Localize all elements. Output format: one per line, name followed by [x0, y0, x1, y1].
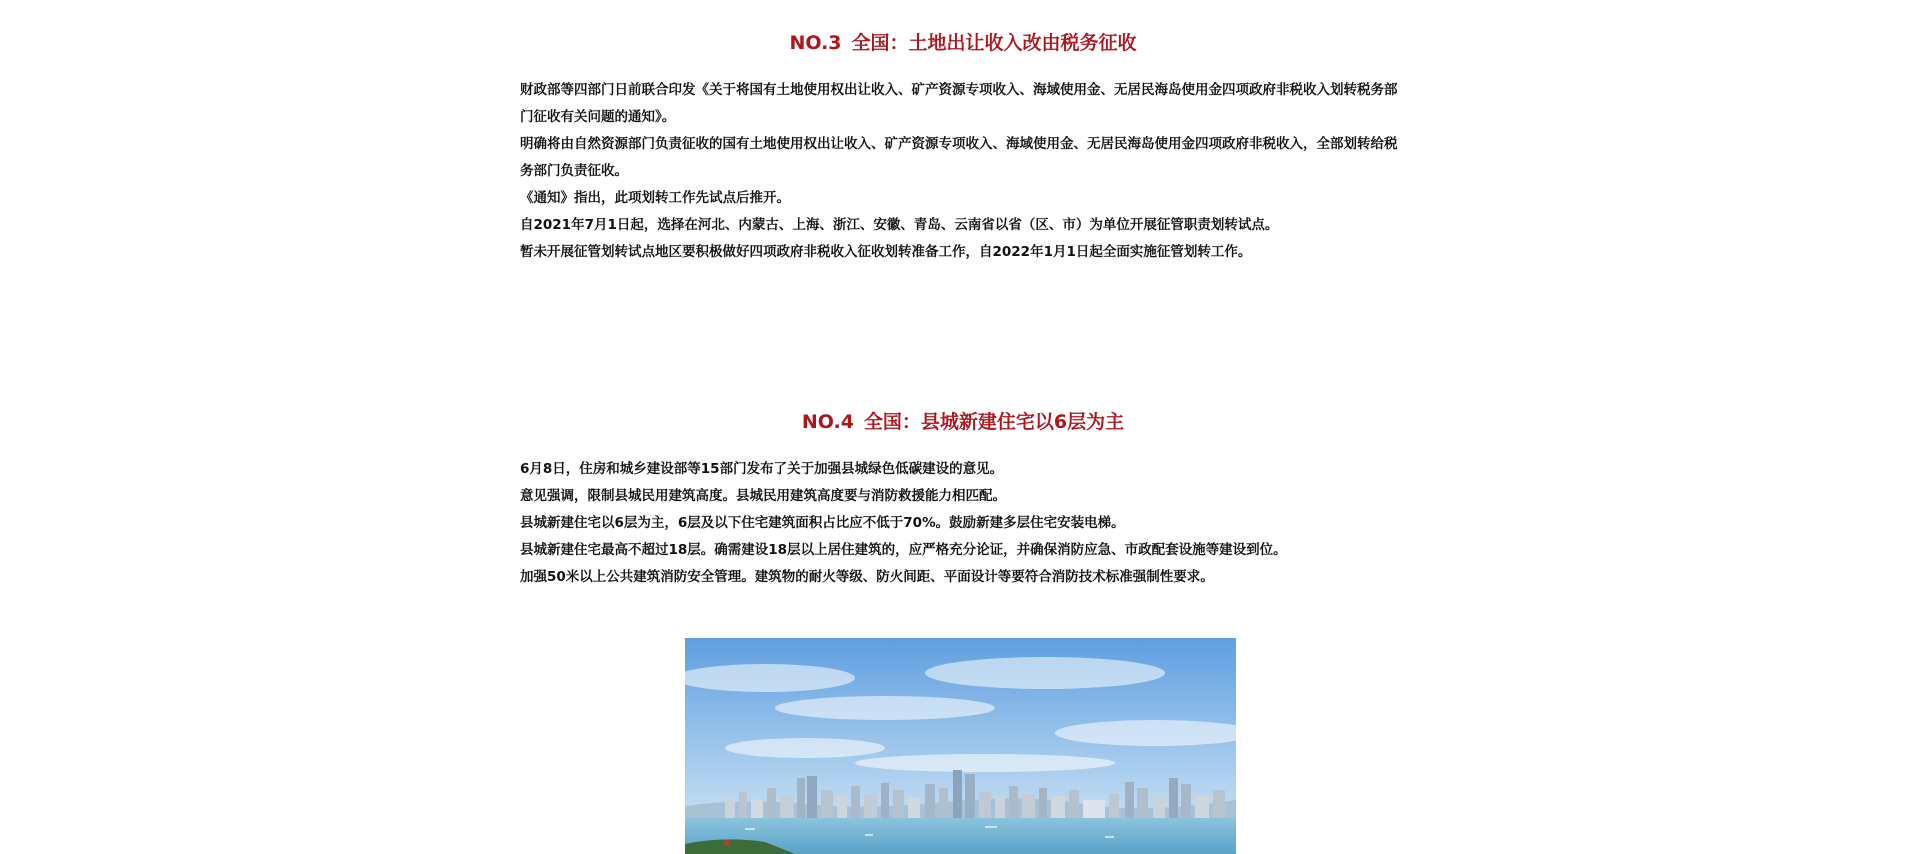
skyline-illustration — [685, 638, 1236, 854]
city-skyline-photo — [685, 638, 1236, 854]
paragraph: 县城新建住宅最高不超过18层。确需建设18层以上居住建筑的，应严格充分论证，并确保消防应急、市政配套设施等建设到位。 — [520, 542, 1287, 558]
paragraph: 财政部等四部门日前联合印发《关于将国有土地使用权出让收入、矿产资源专项收入、海域使用金、无居民海岛使用金四项政府非税收入划转税务部门征收有关问题的通知》。 — [520, 82, 1398, 125]
section-heading: 全国：县城新建住宅以6层为主 — [863, 411, 1125, 433]
paragraph: 县城新建住宅以6层为主，6层及以下住宅建筑面积占比应不低于70%。鼓励新建多层住宅安装电梯。 — [520, 515, 1125, 531]
section-number: NO.4 — [801, 411, 854, 433]
news-section-no4 — [520, 410, 1406, 591]
paragraph: 自2021年7月1日起，选择在河北、内蒙古、上海、浙江、安徽、青岛、云南省以省（区、市）为单位开展征管职责划转试点。 — [520, 217, 1279, 233]
paragraph: 6月8日，住房和城乡建设部等15部门发布了关于加强县城绿色低碳建设的意见。 — [520, 461, 1004, 477]
red-roof — [724, 840, 730, 846]
section-number: NO.3 — [789, 32, 842, 54]
news-section-no3 — [520, 31, 1406, 266]
section-title — [520, 31, 1406, 55]
section-body — [520, 456, 1406, 591]
section-heading: 全国：土地出让收入改由税务征收 — [851, 32, 1137, 54]
paragraph: 意见强调，限制县城民用建筑高度。县城民用建筑高度要与消防救援能力相匹配。 — [520, 488, 1006, 504]
paragraph: 明确将由自然资源部门负责征收的国有土地使用权出让收入、矿产资源专项收入、海域使用金、无居民海岛使用金四项政府非税收入，全部划转给税务部门负责征收。 — [520, 136, 1398, 179]
section-title — [520, 410, 1406, 434]
paragraph: 《通知》指出，此项划转工作先试点后推开。 — [520, 190, 790, 206]
paragraph: 加强50米以上公共建筑消防安全管理。建筑物的耐火等级、防火间距、平面设计等要符合消防技术标准强制性要求。 — [520, 569, 1214, 585]
section-body — [520, 77, 1406, 266]
paragraph: 暂未开展征管划转试点地区要积极做好四项政府非税收入征收划转准备工作，自2022年1月1日起全面实施征管划转工作。 — [520, 244, 1252, 260]
